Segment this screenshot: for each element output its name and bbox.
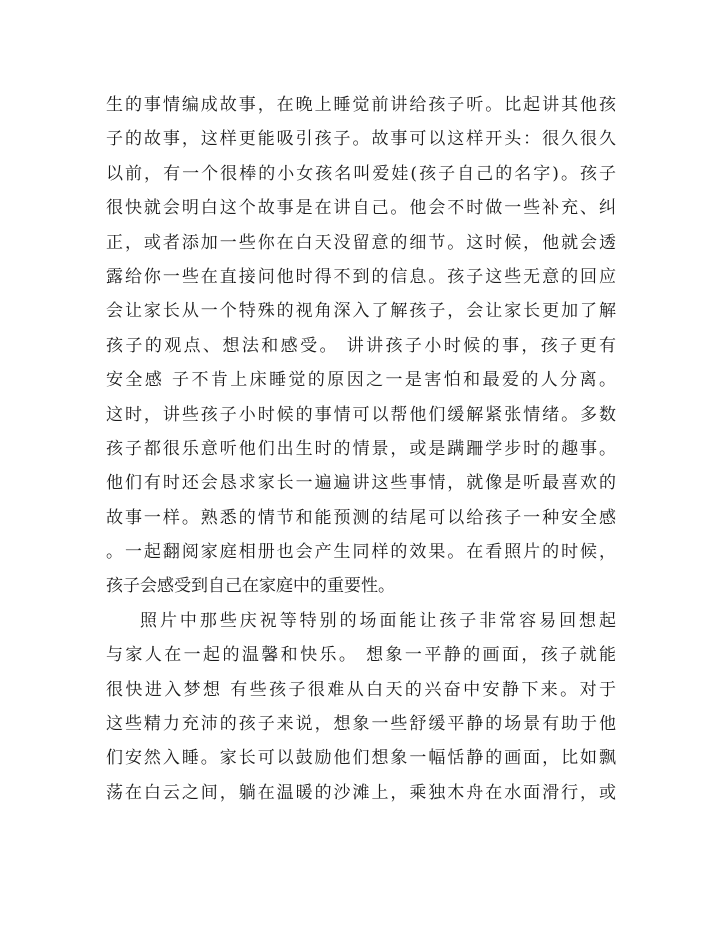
text-line: 他们有时还会恳求家长一遍遍讲这些事情，就像是听最喜欢的	[106, 473, 616, 494]
text-line: 。一起翻阅家庭相册也会产生同样的效果。在看照片的时候，	[106, 542, 616, 563]
text-line: 安全感 子不肯上床睡觉的原因之一是害怕和最爱的人分离。	[106, 370, 616, 391]
text-line: 这时，讲些孩子小时候的事情可以帮他们缓解紧张情绪。多数	[106, 404, 616, 425]
text-line: 与家人在一起的温馨和快乐。 想象一平静的画面，孩子就能	[106, 645, 616, 666]
text-line: 故事一样。熟悉的情节和能预测的结尾可以给孩子一种安全感	[106, 507, 616, 528]
text-line: 这些精力充沛的孩子来说，想象一些舒缓平静的场景有助于他	[106, 714, 616, 735]
text-line: 会让家长从一个特殊的视角深入了解孩子，会让家长更加了解	[106, 301, 616, 322]
text-line: 孩子会感受到自己在家庭中的重要性。	[106, 576, 395, 597]
text-line: 孩子都很乐意听他们出生时的情景，或是蹒跚学步时的趣事。	[106, 438, 616, 459]
text-line: 以前，有一个很棒的小女孩名叫爱娃(孩子自己的名字)。孩子	[106, 163, 616, 184]
text-line: 很快进入梦想 有些孩子很难从白天的兴奋中安静下来。对于	[106, 679, 616, 700]
text-line: 很快就会明白这个故事是在讲自己。他会不时做一些补充、纠	[106, 198, 616, 219]
text-line: 露给你一些在直接问他时得不到的信息。孩子这些无意的回应	[106, 266, 616, 287]
document-body	[106, 88, 616, 810]
text-line: 们安然入睡。家长可以鼓励他们想象一幅恬静的画面，比如飘	[106, 748, 616, 769]
text-line: 孩子的观点、想法和感受。 讲讲孩子小时候的事，孩子更有	[106, 335, 616, 356]
text-line: 照片中那些庆祝等特别的场面能让孩子非常容易回想起	[140, 610, 616, 631]
text-line: 生的事情编成故事，在晚上睡觉前讲给孩子听。比起讲其他孩	[106, 95, 616, 115]
paragraph-1	[106, 88, 616, 604]
paragraph-2	[106, 604, 616, 810]
text-line: 荡在白云之间，躺在温暖的沙滩上，乘独木舟在水面滑行，或	[106, 782, 616, 803]
text-line: 子的故事，这样更能吸引孩子。故事可以这样开头：很久很久	[106, 129, 616, 150]
text-line: 正，或者添加一些你在白天没留意的细节。这时候，他就会透	[106, 232, 616, 253]
